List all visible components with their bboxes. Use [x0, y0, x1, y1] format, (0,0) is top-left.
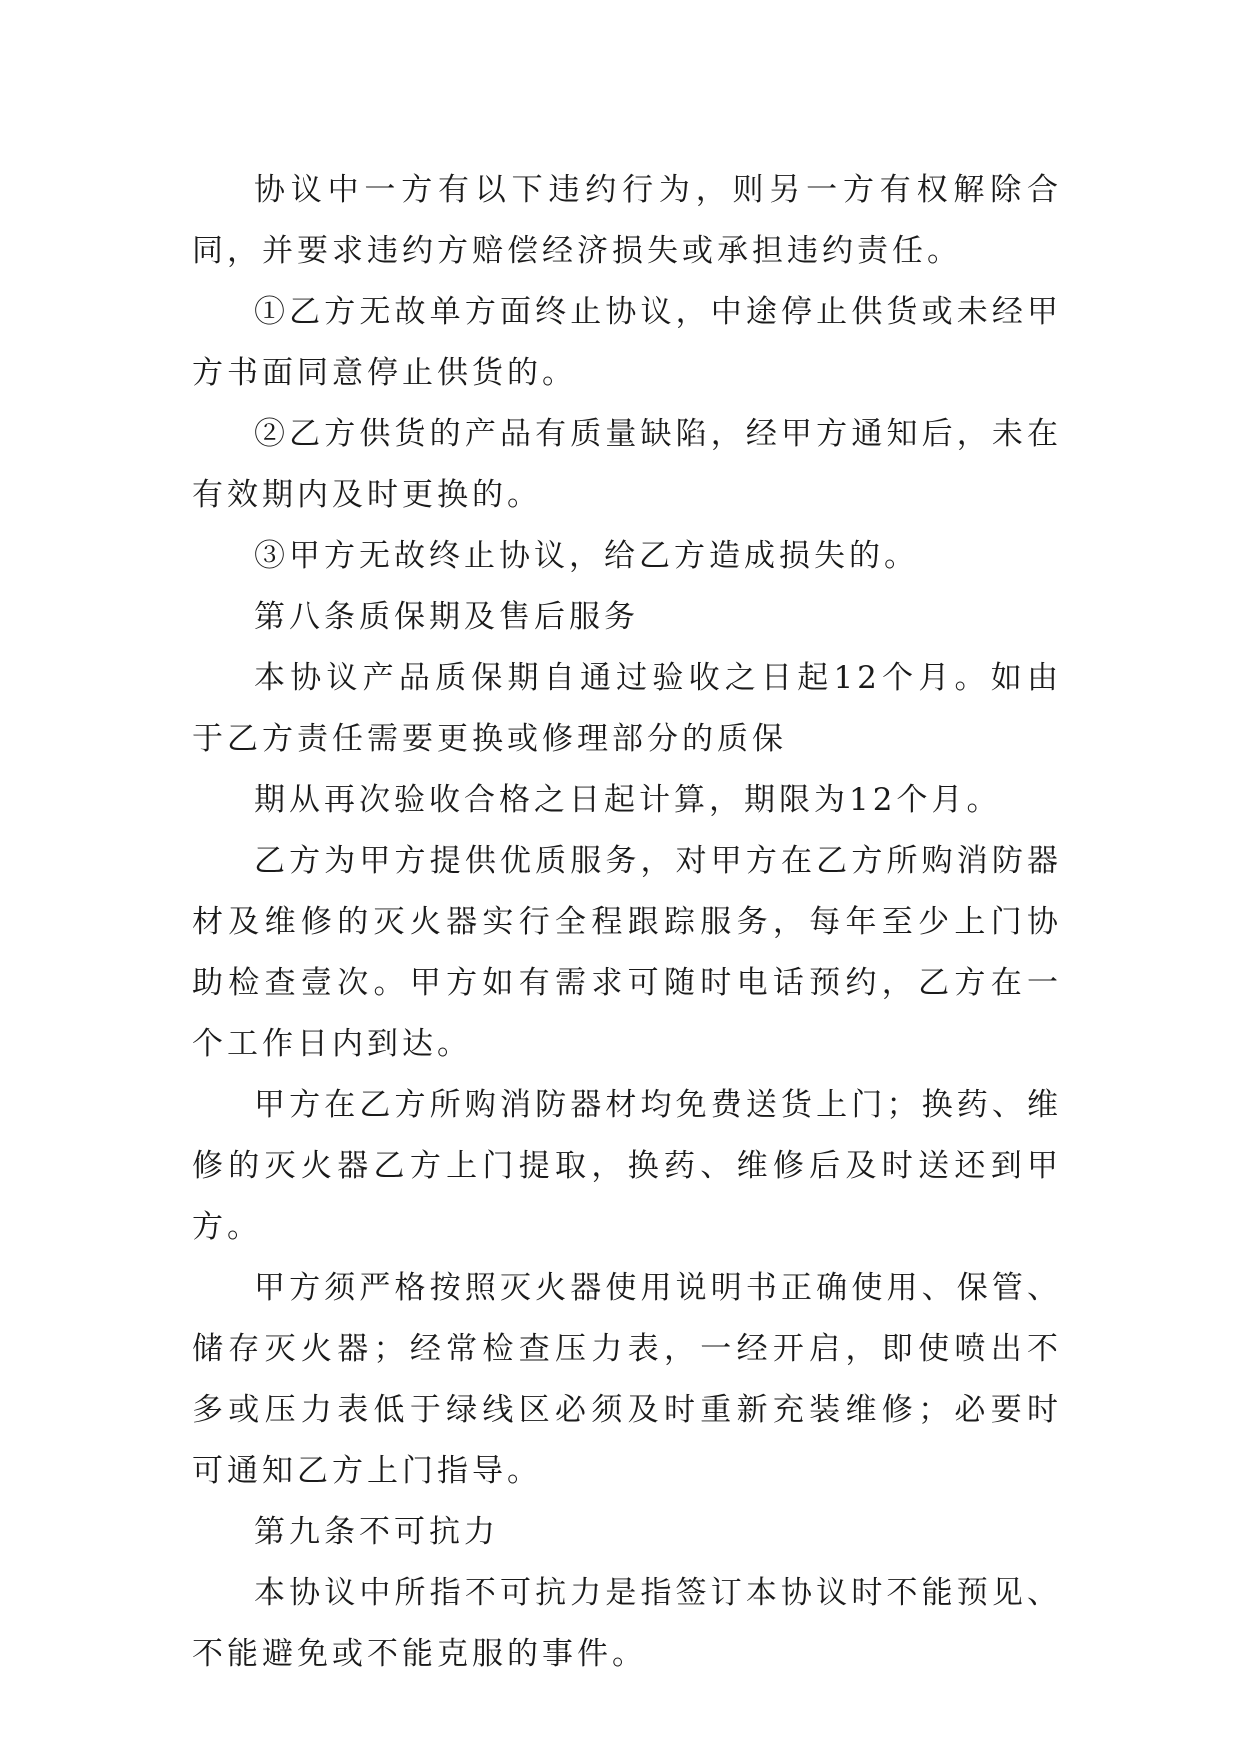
paragraph-usage-obligations: 甲方须严格按照灭火器使用说明书正确使用、保管、储存灭火器；经常检查压力表，一经开启，即使喷出不多或压力表低于绿线区必须及时重新充装维修；必要时可通知乙方上门指导。: [192, 1270, 1062, 1489]
paragraph-delivery: 甲方在乙方所购消防器材均免费送货上门；换药、维修的灭火器乙方上门提取，换药、维修后及时送还到甲方。: [192, 1087, 1062, 1245]
paragraph-breach-item-3: ③甲方无故终止协议，给乙方造成损失的。: [254, 538, 919, 574]
heading-article-9: 第九条不可抗力: [254, 1514, 499, 1550]
document-body: [192, 160, 1062, 1685]
heading-article-8: 第八条质保期及售后服务: [254, 599, 639, 635]
paragraph-force-majeure: 本协议中所指不可抗力是指签订本协议时不能预见、不能避免或不能克服的事件。: [192, 1575, 1062, 1672]
paragraph-breach-item-1: ①乙方无故单方面终止协议，中途停止供货或未经甲方书面同意停止供货的。: [192, 294, 1062, 391]
paragraph-warranty-recalc: 期从再次验收合格之日起计算，期限为12个月。: [254, 782, 1002, 818]
paragraph-service-tracking: 乙方为甲方提供优质服务，对甲方在乙方所购消防器材及维修的灭火器实行全程跟踪服务，每年至少上门协助检查壹次。甲方如有需求可随时电话预约，乙方在一个工作日内到达。: [192, 843, 1062, 1062]
paragraph-warranty-period: 本协议产品质保期自通过验收之日起12个月。如由于乙方责任需要更换或修理部分的质保: [192, 660, 1062, 757]
paragraph-breach-intro: 协议中一方有以下违约行为，则另一方有权解除合同，并要求违约方赔偿经济损失或承担违约责任。: [192, 172, 1062, 269]
paragraph-breach-item-2: ②乙方供货的产品有质量缺陷，经甲方通知后，未在有效期内及时更换的。: [192, 416, 1062, 513]
